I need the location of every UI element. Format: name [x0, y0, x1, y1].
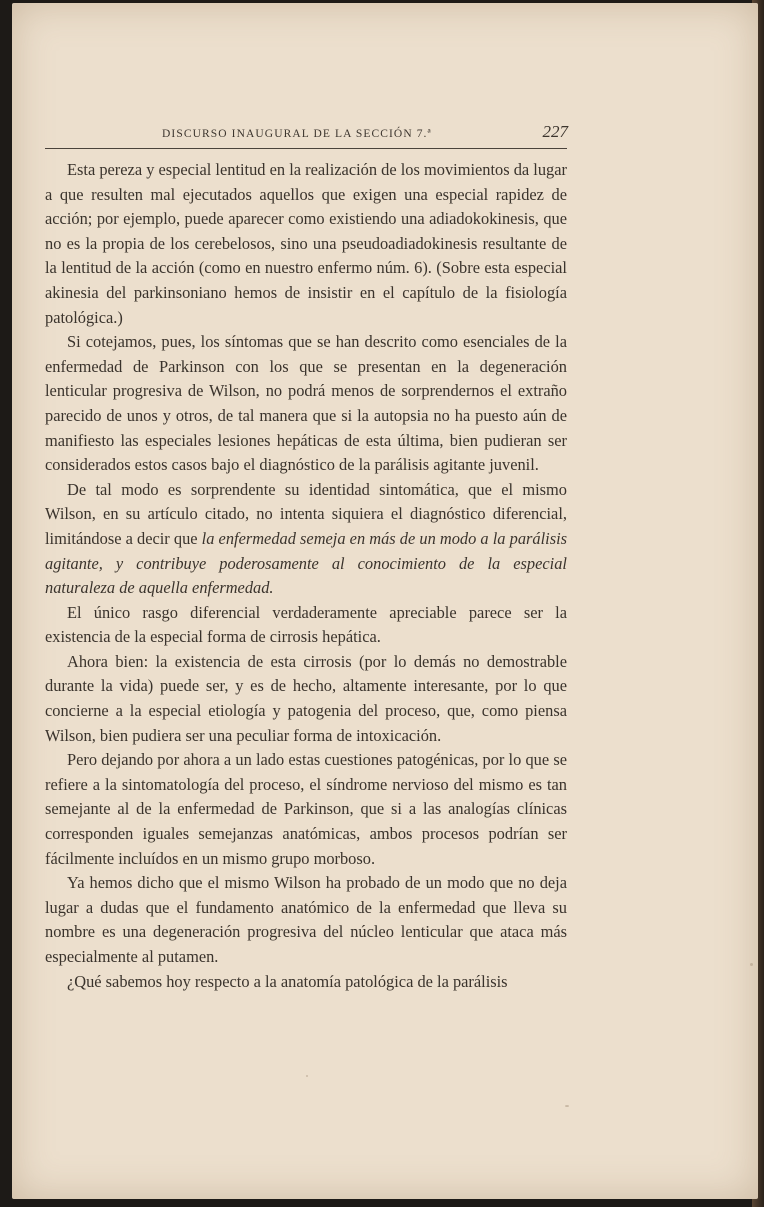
paragraph: [45, 330, 567, 478]
paragraph: [45, 970, 567, 995]
paragraph-text: Esta pereza y especial lentitud en la realización de los movimientos da lugar a que resulten mal ejecutados aquellos que exigen una especial rapidez de acción; por ejemplo, puede aparecer como existiendo una adiadokokinesis, que no es la propia de los cerebelosos, sino una pseudoadiadokinesis resultante de la lentitud de la acción (como en nuestro enfermo núm. 6). (Sobre esta especial akinesia del parkinsoniano hemos de insistir en el capítulo de la fisiología patológica.): [45, 160, 567, 327]
paragraph: [45, 478, 567, 601]
paragraph-text: El único rasgo diferencial verdaderamente apreciable parece ser la existencia de la especial forma de cirrosis hepática.: [45, 602, 567, 647]
paragraph: [45, 748, 567, 871]
page-number: 227: [542, 122, 568, 141]
paragraph: [45, 650, 567, 748]
paper-speck: [306, 1075, 308, 1077]
body-text: [45, 158, 567, 994]
paragraph: [45, 601, 567, 650]
wilson-quote: la enfermedad semeja en más de un modo a la parálisis agitante, y contribuye poderosamente al conocimiento de la especial naturaleza de aquella enfermedad.: [45, 528, 568, 598]
page-header: [162, 122, 568, 146]
header-rule: [45, 148, 567, 149]
paragraph: [45, 158, 567, 330]
paragraph-text: Si cotejamos, pues, los síntomas que se han descrito como esenciales de la enfermedad de Parkinson con los que se presentan en la degeneración lenticular progresiva de Wilson, no podrá menos de sorprendernos el extraño parecido de unos y otros, de tal manera que si la autopsia no ha puesto aún de manifiesto las especiales lesiones hepáticas de esta última, bien pudieran ser considerados estos casos bajo el diagnóstico de la parálisis agitante juvenil.: [45, 332, 567, 475]
paragraph-text: Ya hemos dicho que el mismo Wilson ha probado de un modo que no deja lugar a dudas que el fundamento anatómico de la enfermedad que lleva su nombre es una degeneración progresiva del núcleo lenticular que ataca más especialmente al putamen.: [45, 873, 567, 966]
paragraph-text: De tal modo es sorprendente su identidad sintomática, que el mismo Wilson, en su artículo citado, no intenta siquiera el diagnóstico diferencial, limitándose a decir que: [45, 479, 567, 548]
paragraph-text: ¿Qué sabemos hoy respecto a la anatomía patológica de la parálisis: [67, 971, 508, 991]
paragraph: [45, 871, 567, 969]
running-head: DISCURSO INAUGURAL DE LA SECCIÓN 7.ª: [162, 128, 432, 140]
paper-speck: [750, 963, 753, 966]
paragraph-text: Ahora bien: la existencia de esta cirrosis (por lo demás no demostrable durante la vida) puede ser, y es de hecho, altamente interesante, por lo que concierne a la especial etiología y patogenia del proceso, que, como piensa Wilson, bien pudiera ser una peculiar forma de intoxicación.: [45, 651, 567, 745]
paper-speck: [565, 1105, 569, 1107]
paragraph-text: Pero dejando por ahora a un lado estas cuestiones patogénicas, por lo que se refiere a la sintomatología del proceso, el síndrome nervioso del mismo es tan semejante al de la enfermedad de Parkinson, que si a las analogías clínicas corresponden iguales semejanzas anatómicas, ambos procesos podrían ser fácilmente incluídos en un mismo grupo morboso.: [45, 750, 567, 868]
